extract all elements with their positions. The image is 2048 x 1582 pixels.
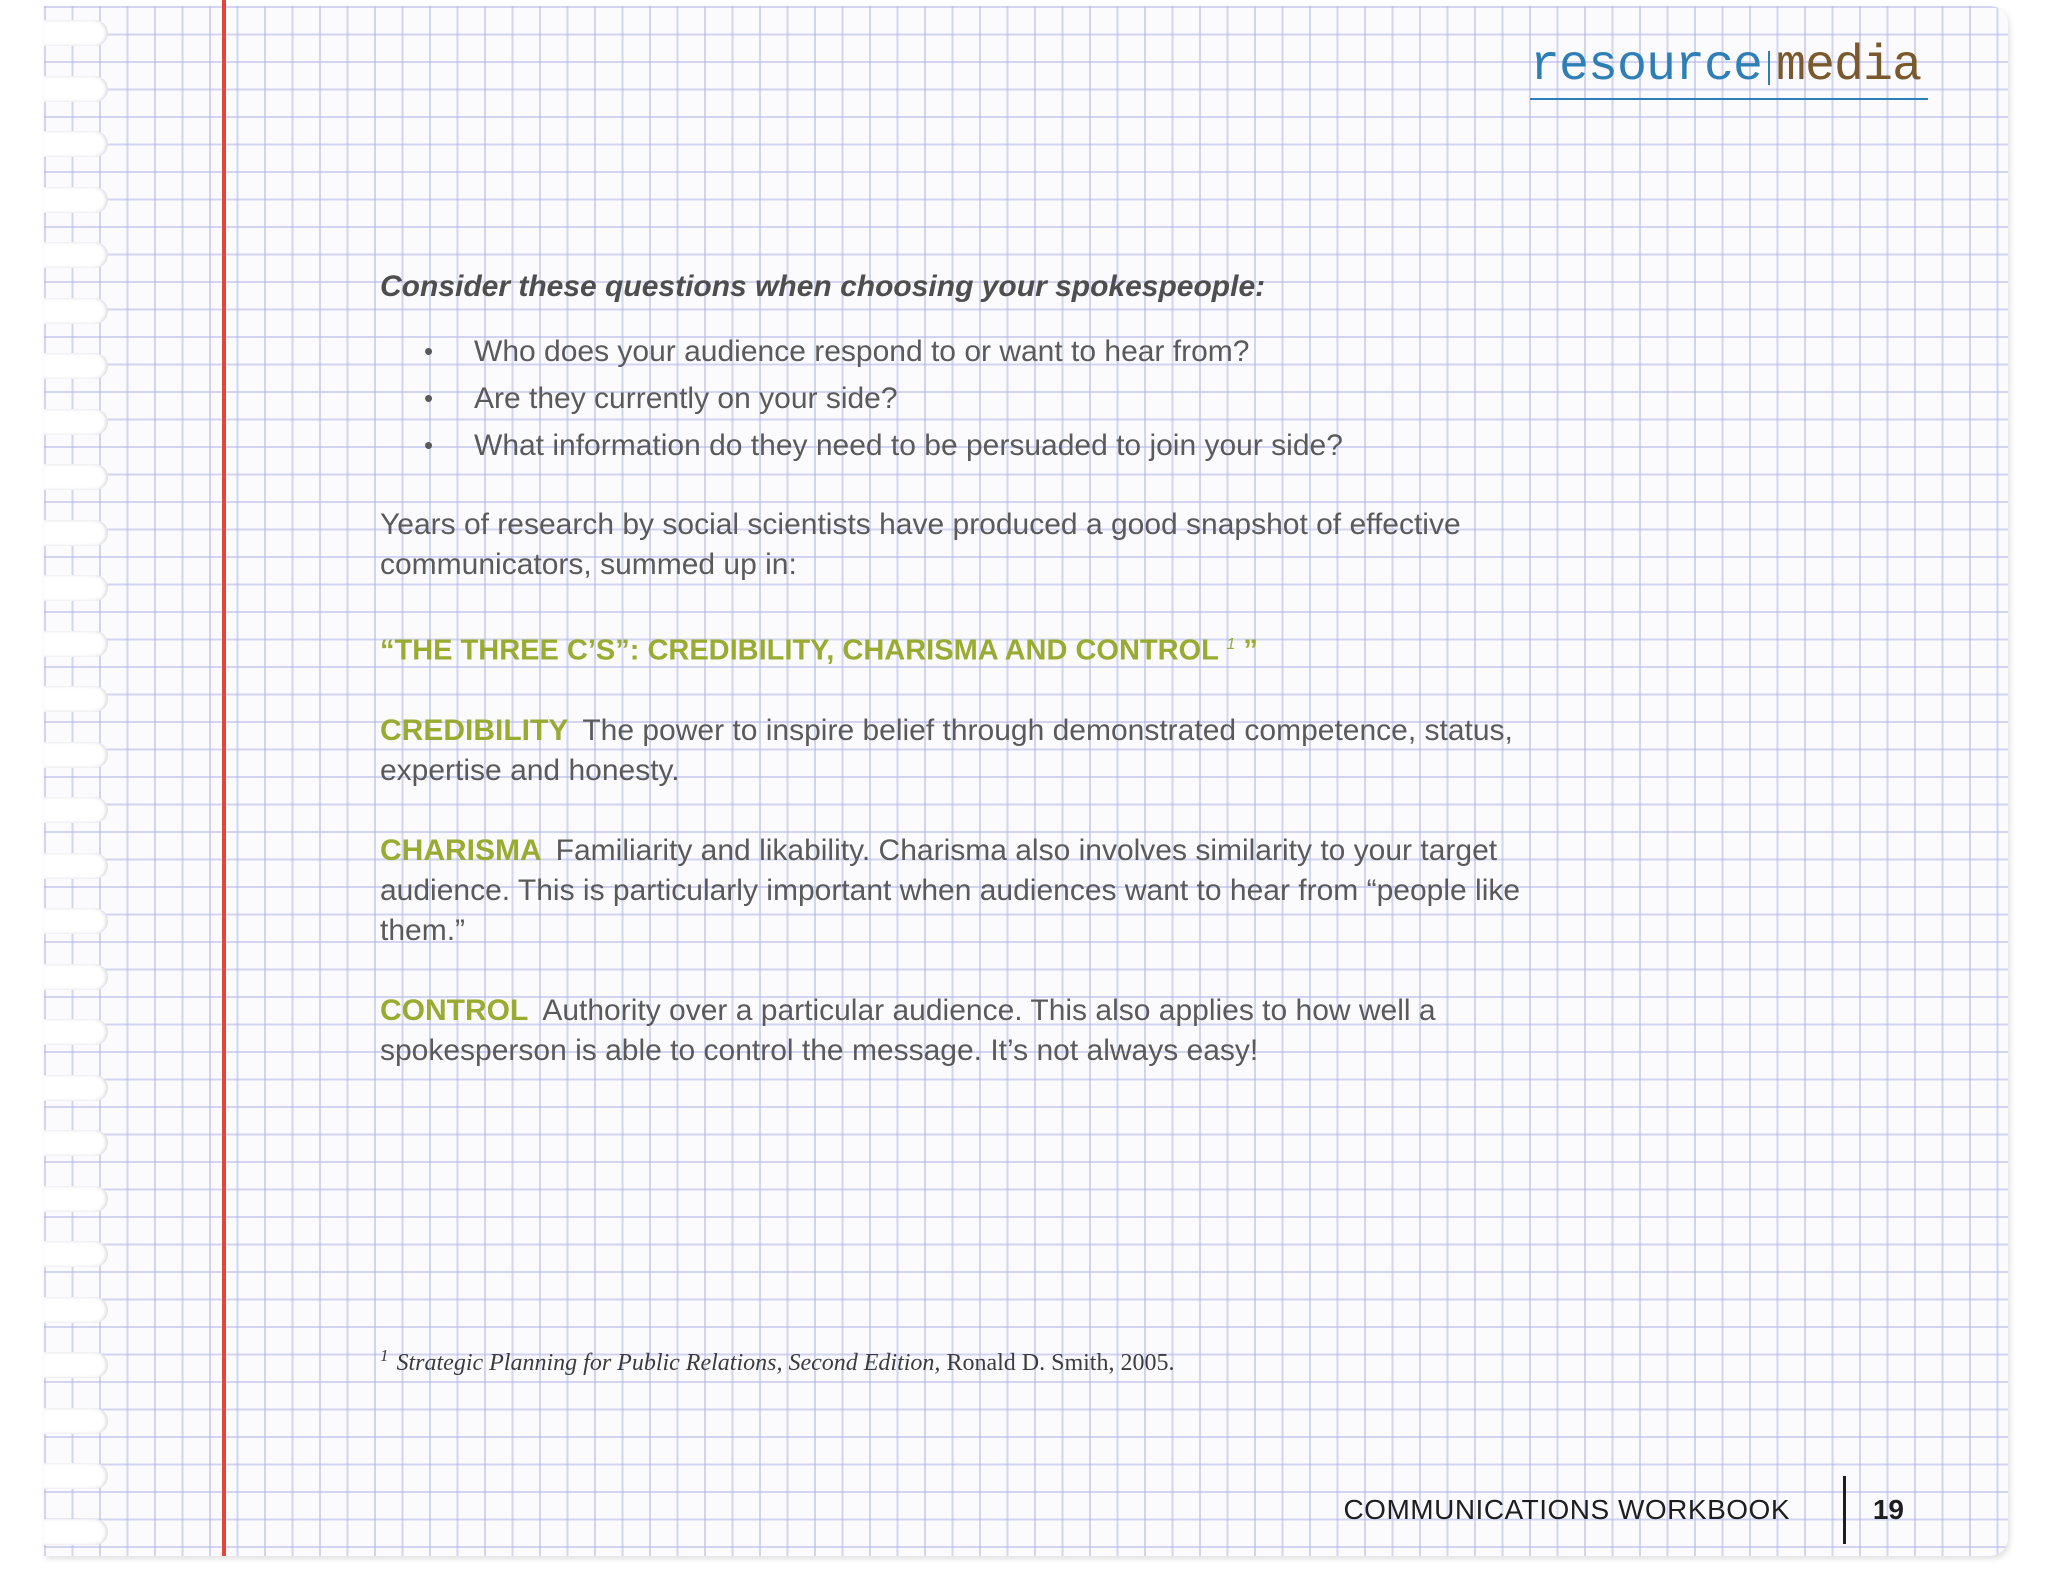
binding-hole	[44, 964, 108, 990]
binding-hole	[44, 742, 108, 768]
logo-text-resource: resource	[1530, 38, 1763, 95]
binding-hole	[44, 853, 108, 879]
page-number: 19	[1872, 1494, 1904, 1525]
footnote-citation: Ronald D. Smith, 2005.	[940, 1350, 1175, 1376]
binding-hole	[44, 797, 108, 823]
binding-hole	[44, 631, 108, 657]
binding-hole	[44, 298, 108, 324]
binding-hole	[44, 686, 108, 712]
intro-question: Consider these questions when choosing your spokespeople:	[380, 270, 1266, 303]
spiral-holes	[44, 20, 114, 1560]
list-item	[380, 422, 1580, 469]
binding-hole	[44, 187, 108, 213]
binding-hole	[44, 520, 108, 546]
binding-hole	[44, 76, 108, 102]
binding-hole	[44, 1130, 108, 1156]
binding-hole	[44, 20, 108, 46]
resource-media-logo	[1530, 38, 1928, 100]
research-paragraph: Years of research by social scientists have produced a good snapshot of effective communicators, summed up in:	[380, 508, 1461, 581]
term-charisma: CHARISMA	[380, 833, 542, 867]
definition-text: Authority over a particular audience. This also applies to how well a spokesperson is able to control the message. It’s not always easy!	[380, 993, 1436, 1067]
binding-hole	[44, 409, 108, 435]
binding-hole	[44, 242, 108, 268]
three-cs-heading-text: “THE THREE C’S”: CREDIBILITY, CHARISMA AND CONTROL	[380, 634, 1219, 667]
definition-control	[380, 991, 1580, 1071]
definition-charisma	[380, 831, 1580, 951]
logo-text-media: media	[1776, 38, 1922, 95]
bullet-icon: •	[424, 336, 434, 366]
binding-hole	[44, 1075, 108, 1101]
binding-hole	[44, 1241, 108, 1267]
binding-hole	[44, 131, 108, 157]
binding-hole	[44, 1019, 108, 1045]
logo-separator	[1768, 51, 1770, 85]
term-control: CONTROL	[380, 993, 529, 1027]
bullet-icon: •	[424, 430, 434, 460]
question-list	[380, 328, 1580, 469]
three-cs-closing-quote: ”	[1235, 634, 1258, 667]
definition-credibility	[380, 711, 1580, 791]
footnote-mark: 1	[380, 1346, 389, 1365]
list-item	[380, 328, 1580, 375]
binding-hole	[44, 1463, 108, 1489]
binding-hole	[44, 575, 108, 601]
footnote-title: Strategic Planning for Public Relations, Second Edition,	[396, 1350, 941, 1376]
footer-divider	[1843, 1476, 1846, 1544]
margin-line	[222, 0, 226, 1556]
list-item	[380, 375, 1580, 422]
binding-hole	[44, 1186, 108, 1212]
binding-hole	[44, 464, 108, 490]
bullet-icon: •	[424, 383, 434, 413]
binding-hole	[44, 1408, 108, 1434]
binding-hole	[44, 1352, 108, 1378]
footnote	[380, 1346, 1580, 1377]
page-footer	[1343, 1476, 1940, 1546]
three-cs-heading	[380, 625, 1580, 671]
question-text: Who does your audience respond to or want to hear from?	[474, 335, 1250, 368]
question-text: What information do they need to be persuaded to join your side?	[474, 429, 1343, 462]
binding-hole	[44, 353, 108, 379]
main-content	[380, 270, 1580, 1071]
binding-hole	[44, 908, 108, 934]
definition-text: Familiarity and likability. Charisma also involves similarity to your target audience. This is particularly important when audiences want to hear from “people like them.”	[380, 833, 1521, 947]
binding-hole	[44, 1519, 108, 1545]
footnote-marker: 1	[1226, 636, 1236, 653]
question-text: Are they currently on your side?	[474, 382, 898, 415]
workbook-title: COMMUNICATIONS WORKBOOK	[1343, 1494, 1790, 1525]
binding-hole	[44, 1297, 108, 1323]
definition-text: The power to inspire belief through demonstrated competence, status, expertise and honesty.	[380, 713, 1513, 787]
term-credibility: CREDIBILITY	[380, 713, 569, 747]
